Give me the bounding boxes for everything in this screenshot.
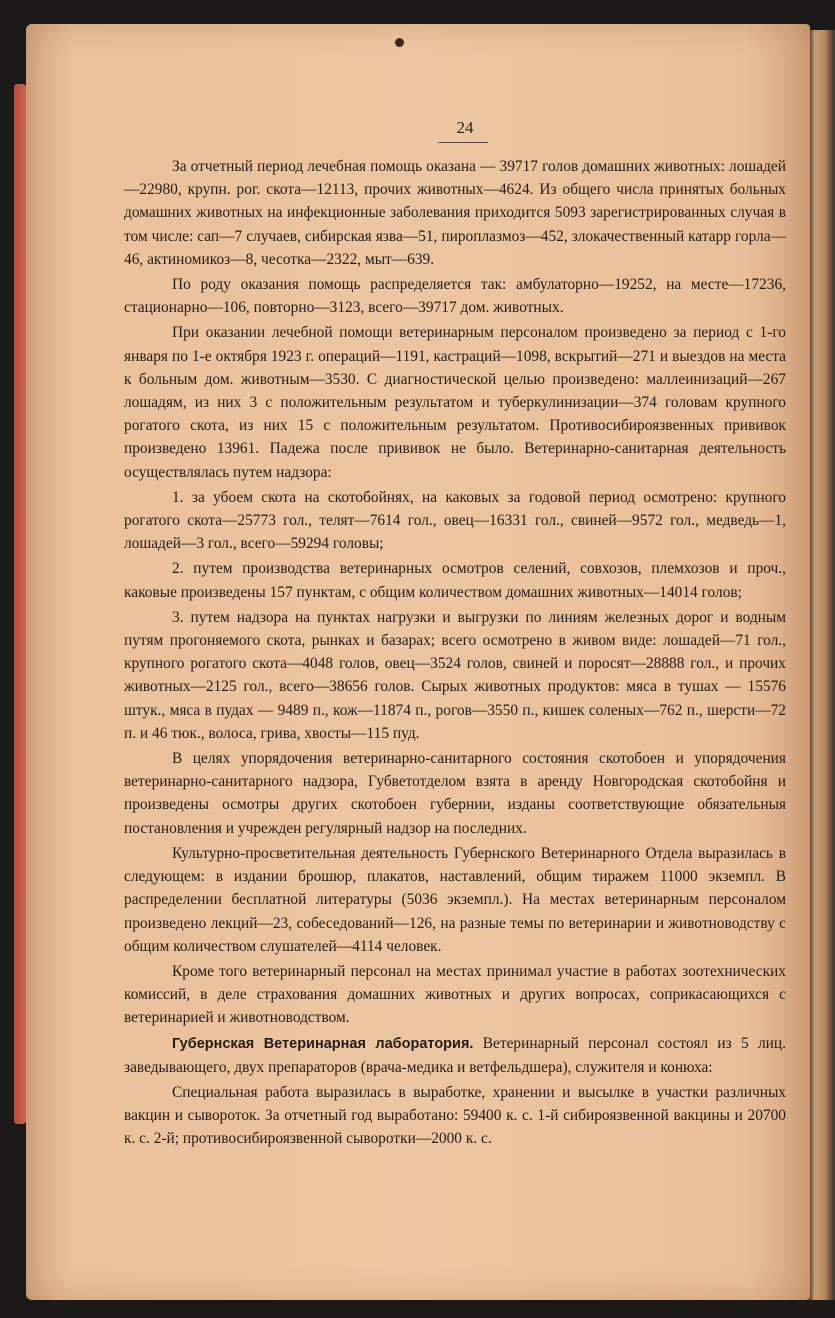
section-heading: Губернская Ветеринарная лаборатория. [172, 1035, 474, 1052]
paragraph: В целях упорядочения ветеринарно-санитарного состояния скотобоен и упорядочения ветеринарно-санитарного надзора, Губветотделом взята в аренду Новгородская скотобойня и произведены осмотры других скотобоен губернии, изданы соответствующие обязательныя постановления и учрежден регулярный надзор на последних. [124, 750, 786, 837]
paragraph: По роду оказания помощь распределяется так: амбулаторно—19252, на месте—17236, стационарно—106, повторно—3123, всего—39717 дом. животных. [124, 276, 786, 317]
paragraph: Специальная работа выразилась в выработке, хранении и высылке в участки различных вакцин и сывороток. За отчетный год выработано: 59400 к. с. 1-й сибироязвенной вакцины и 20700 к. с. 2-й; противосибироязвенной сыворотки—2000 к. с. [124, 1083, 786, 1148]
list-item: 1. за убоем скота на скотобойнях, на каковых за годовой период осмотрено: крупного рогатого скота—25773 гол., телят—7614 гол., овец—16331 гол., свиней—9572 гол., медведь—1, лошадей—3 гол., всего—59294 головы; [124, 488, 786, 553]
page-number-rule [438, 142, 488, 143]
paragraph: При оказании лечебной помощи ветеринарным персоналом произведено за период с 1-го января по 1-е октября 1923 г. операций—1191, кастраций—1098, вскрытий—271 и выездов на места к больным дом. животным—3530. С диагностической целью произведено: маллеинизаций—267 лошадям, из них 3 с положительным результатом и туберкулинизации—374 головам крупного рогатого скота, из них 15 с положительным результатом. Противосибироязвенных прививок произведено 13961. Падежа после прививок не было. Ветеринарно-санитарная деятельность осуществлялась путем надзора: [124, 324, 786, 481]
list-item: 2. путем производства ветеринарных осмотров селений, совхозов, племхозов и проч., каковые произведены 157 пунктам, с общим количеством домашних животных—14014 голов; [124, 560, 786, 601]
page-number: 24 [456, 118, 474, 137]
binding-strip [14, 84, 26, 1124]
book-edge [808, 30, 835, 1300]
binding-hole [395, 38, 404, 47]
lab-paragraph [124, 1032, 786, 1079]
list-item: 3. путем надзора на пунктах нагрузки и выгрузки по линиям железных дорог и водным путям прогоняемого скота, рынках и базарах; всего осмотрено в живом виде: лошадей—71 гол., крупного рогатого скота—4048 голов, овец—3524 голов, свиней и поросят—28888 гол., и прочих животных—2125 гол., всего—38656 голов. Сырых животных продуктов: мяса в тушах — 15576 штук., мяса в пудах — 9489 п., кож—11874 п., рогов—3550 п., кишек соленых—762 п., шерсти—72 п. и 46 тюк., волоса, грива, хвосты—115 пуд. [124, 608, 786, 742]
paragraph: Кроме того ветеринарный персонал на местах принимал участие в работах зоотехнических комиссий, в деле страхования домашних животных и других вопросах, соприкасающихся с ветеринарией и животноводством. [124, 962, 786, 1027]
paragraph: Культурно-просветительная деятельность Губернского Ветеринарного Отдела выразилась в следующем: в издании брошюр, плакатов, наставлений, общим тиражем 11000 экземпл. В распределении бесплатной литературы (5036 экземпл.). На местах ветеринарным персоналом произведено лекций—23, собеседований—126, на разные темы по ветеринарии и животноводству с общим количеством слушателей—4114 человек. [124, 844, 786, 955]
section-text: Ветеринарный персонал состоял из 5 лиц. заведывающего, двух препараторов (врача-медика и ветфельдшера), служителя и конюха: [124, 1034, 786, 1076]
body-text [124, 155, 786, 1151]
paragraph: За отчетный период лечебная помощь оказана — 39717 голов домашних животных: лошадей—22980, крупн. рог. скота—12113, прочих животных—4624. Из общего числа принятых больных домашних животных на инфекционные заболевания приходится 5093 зарегистрированных случая в том числе: сап—7 случаев, сибирская язва—51, пироплазмоз—452, злокачественный катарр горла—46, актиномикоз—8, чесотка—2322, мыт—639. [124, 158, 786, 268]
